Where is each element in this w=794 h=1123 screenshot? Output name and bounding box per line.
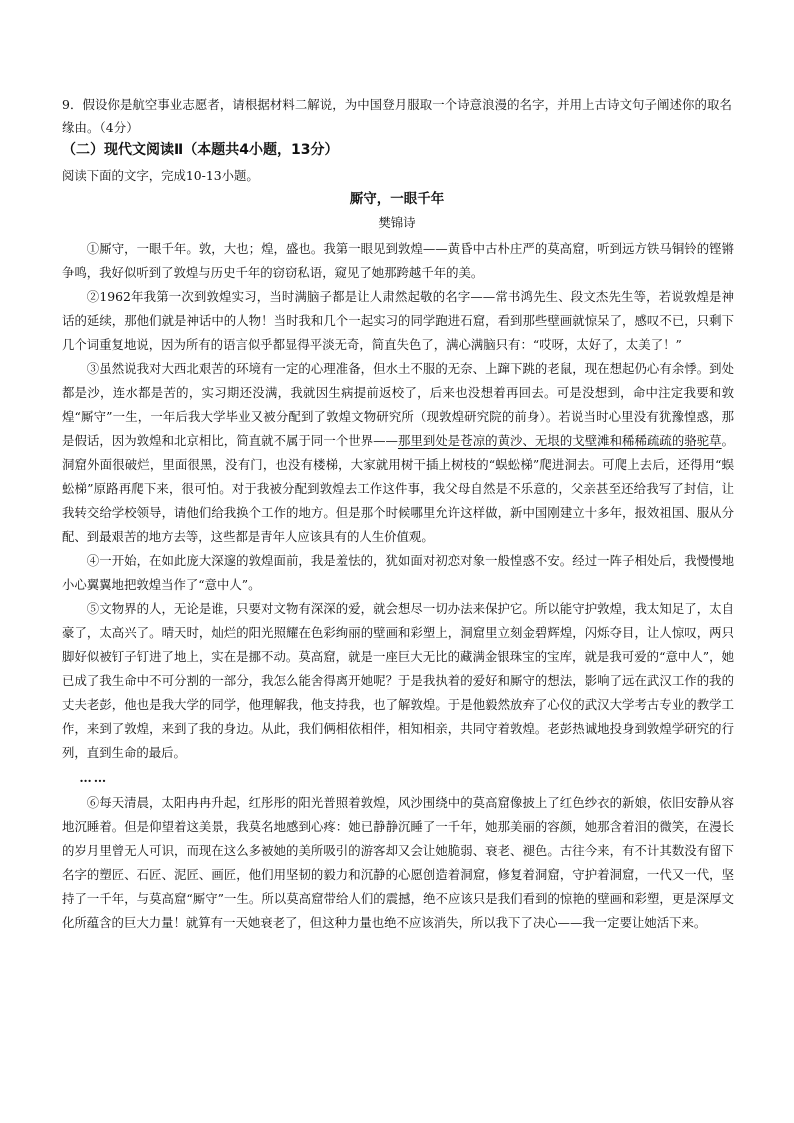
underlined-sentence: 那里到处是苍凉的黄沙、无垠的戈壁滩和稀稀疏疏的骆驼草 (397, 433, 722, 448)
paragraph-1: ①厮守，一眼千年。敦，大也；煌，盛也。我第一眼见到敦煌——黄昏中古朴庄严的莫高窟，听到远方铁马铜铃的铿锵争鸣，我好似听到了敦煌与历史千年的窃窃私语，窥见了她那跨越千年的美。 (62, 241, 734, 280)
section-instruction: 阅读下面的文字，完成10-13小题。 (62, 168, 259, 183)
paragraph-3-text-after: 。洞窟外面很破烂，里面很黑，没有门，也没有楼梯，大家就用树干插上树枝的“蜈蚣梯”爬进洞去。可爬上去后，还得用“蜈蚣梯”原路再爬下来，很可怕。对于我被分配到敦煌去工作这件事，我父母自然是不乐意的，父亲甚至还给我写了封信，让我转交给学校领导，请他们给我换个工作的地方。但是那个时候哪里允许这样做，新中国刚建立十多年，报效祖国、服从分配、到最艰苦的地方去等，这些都是青年人应该具有的人生价值观。 (62, 433, 735, 544)
omission-ellipsis: …… (79, 770, 109, 785)
article-body (62, 237, 734, 935)
article-author: 樊锦诗 (378, 215, 416, 230)
paragraph-5: ⑤文物界的人，无论是谁，只要对文物有深深的爱，就会想尽一切办法来保护它。所以能守护敦煌，我太知足了，太自豪了，太高兴了。晴天时，灿烂的阳光照耀在色彩绚丽的壁画和彩塑上，洞窟里立刻金碧辉煌，闪烁夺目，让人惊叹，两只脚好似被钉子钉进了地上，实在是挪不动。莫高窟，就是一座巨大无比的藏满金银珠宝的宝库，就是我可爱的“意中人”，她已成了我生命中不可分割的一部分，我怎么能舍得离开她呢？于是我执着的爱好和厮守的想法，影响了远在武汉工作的我的丈夫老彭，他也是我大学的同学，他理解我，他支持我，也了解敦煌。于是他毅然放弃了心仪的武汉大学考古专业的教学工作，来到了敦煌，来到了我的身边。从此，我们俩相依相伴，相知相亲，共同守着敦煌。老彭热诚地投身到敦煌学研究的行列，直到生命的最后。 (62, 601, 734, 760)
paragraph-3-text-before: ③虽然说我对大西北艰苦的环境有一定的心理准备，但水土不服的无奈、上蹿下跳的老鼠，现在想起仍心有余悸。到处都是沙，连水都是苦的，实习期还没满，我就因生病提前返校了，后来也没想着再回去。可是没想到，命中注定我要和敦煌“厮守”一生，一年后我大学毕业又被分配到了敦煌文物研究所（现敦煌研究院的前身）。若说当时心里没有犹豫惶惑，那是假话，因为敦煌和北京相比，简直就不属于同一个世界—— (62, 361, 734, 448)
paragraph-2: ②1962年我第一次到敦煌实习，当时满脑子都是让人肃然起敬的名字——常书鸿先生、段文杰先生等，若说敦煌是神话的延续，那他们就是神话中的人物！当时我和几个一起实习的同学跑进石窟，看到那些壁画就惊呆了，感叹不已，只剩下几个词重复地说，因为所有的语言似乎都显得平淡无奇，简直失色了，满心满脑只有：“哎呀，太好了，太美了！” (62, 289, 734, 352)
paragraph-3 (62, 357, 734, 549)
question-9: 9．假设你是航空事业志愿者，请根据材料二解说，为中国登月服取一个诗意浪漫的名字，并用上古诗文句子阐述你的取名缘由。（4分） (62, 97, 732, 135)
paragraph-6: ⑥每天清晨，太阳冉冉升起，红彤彤的阳光普照着敦煌，风沙围绕中的莫高窟像披上了红色纱衣的新娘，依旧安静从容地沉睡着。但是仰望着这美景，我莫名地感到心疼：她已静静沉睡了一千年，她那美丽的容颜，她那含着泪的微笑，在漫长的岁月里曾无人可识，而现在这么多被她的美所吸引的游客却又会让她脆弱、衰老、褪色。古往今来，有不计其数没有留下名字的塑匠、石匠、泥匠、画匠，他们用坚韧的毅力和沉静的心愿创造着洞窟，修复着洞窟，守护着洞窟，一代又一代，坚持了一千年，与莫高窟“厮守”一生。所以莫高窟带给人们的震撼，绝不应该只是我们看到的惊艳的壁画和彩塑，更是深厚文化所蕴含的巨大力量！就算有一天她衰老了，但这种力量也绝不应该消失，所以我下了决心——我一定要让她活下来。 (62, 795, 734, 930)
article-title: 厮守，一眼千年 (349, 191, 445, 207)
section-heading: （二）现代文阅读Ⅱ（本题共4小题，13分） (62, 142, 339, 158)
paragraph-4: ④一开始，在如此庞大深邃的敦煌面前，我是羞怯的，犹如面对初恋对象一般惶惑不安。经过一阵子相处后，我慢慢地小心翼翼地把敦煌当作了“意中人”。 (62, 553, 734, 592)
